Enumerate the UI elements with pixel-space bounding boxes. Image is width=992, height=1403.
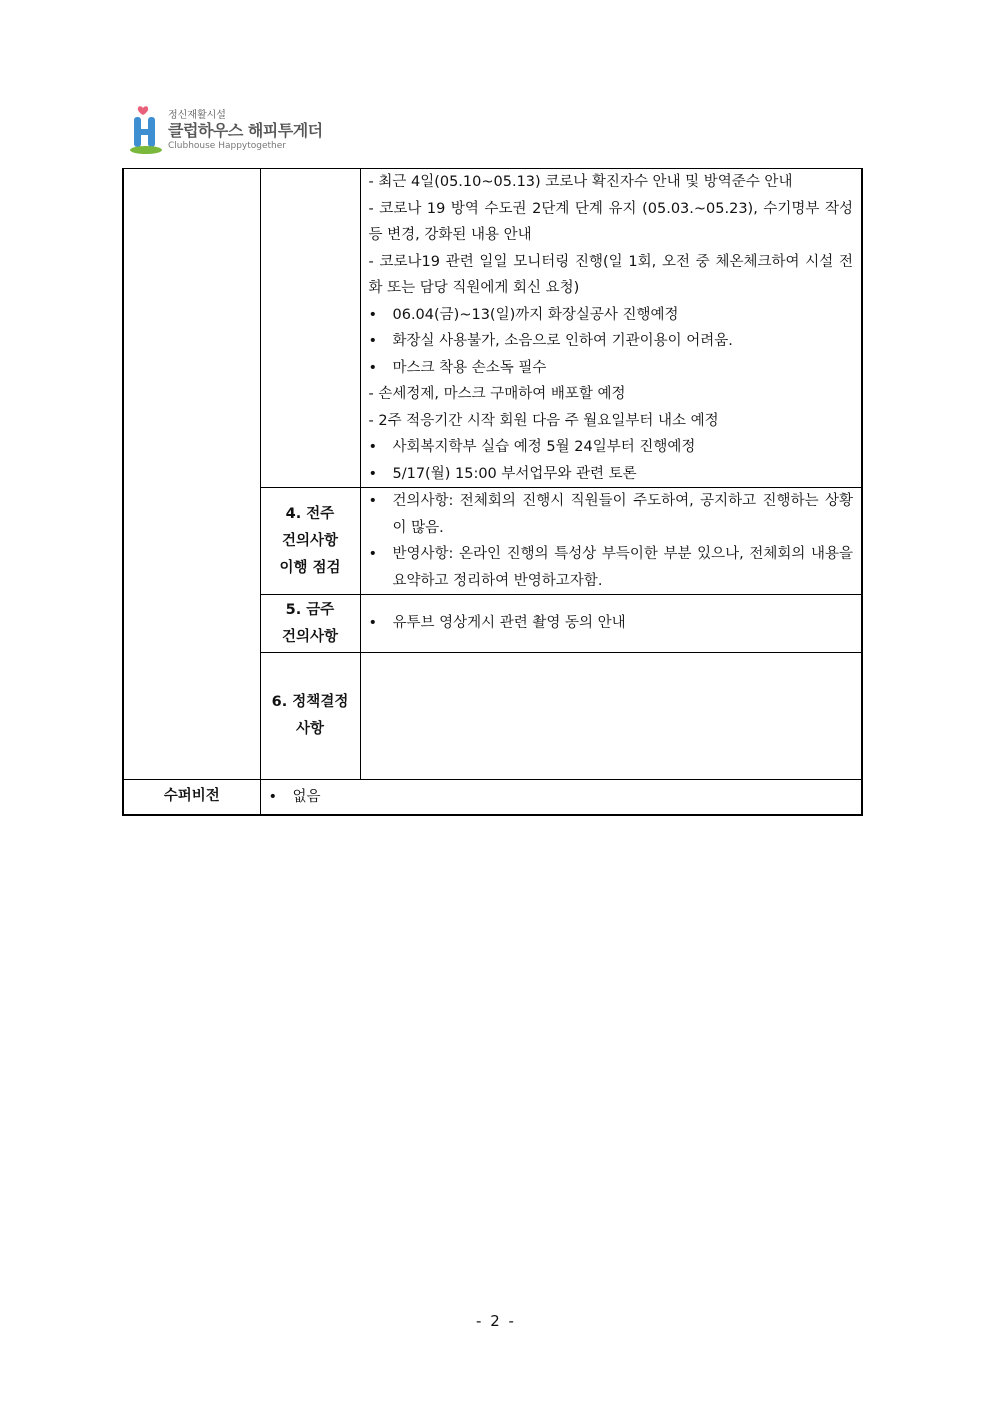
row-label-previous-suggestions <box>260 488 360 595</box>
list-item <box>369 541 854 594</box>
logo-english: Clubhouse Happytogether <box>168 141 286 151</box>
bullet-icon: • <box>268 788 278 805</box>
content-cell-supervision <box>260 780 862 815</box>
list-item-text: 유투브 영상게시 관련 촬영 동의 안내 <box>392 615 626 632</box>
category-cell-empty <box>123 169 260 780</box>
label-line: 4. 전주 <box>285 505 335 522</box>
label-line: 건의사항 <box>281 532 339 549</box>
bullet-icon: • <box>368 333 378 349</box>
list-item <box>369 434 854 461</box>
bullet-icon: • <box>368 546 378 562</box>
label-line: 5. 금주 <box>285 601 335 618</box>
label-line: 사항 <box>295 721 324 737</box>
list-item-text: 5/17(월) 15:00 부서업무와 관련 토론 <box>392 465 637 482</box>
content-line: - 2주 적응기간 시작 회원 다음 주 월요일부터 내소 예정 <box>368 412 719 429</box>
list-item <box>369 610 854 637</box>
table-row <box>123 780 862 815</box>
bullet-icon: • <box>368 615 378 632</box>
logo-subtitle: 정신재활시설 <box>168 110 226 121</box>
bullet-icon: • <box>368 465 378 482</box>
row-label-supervision: 수퍼비전 <box>123 780 260 815</box>
list-item-text: 없음 <box>292 788 321 805</box>
list-item <box>369 355 854 382</box>
label-line: 6. 정책결정 <box>271 694 349 710</box>
bullet-icon: • <box>368 493 378 509</box>
row-label-this-week-suggestions <box>260 595 360 653</box>
list-item-text: 06.04(금)~13(일)까지 화장실공사 진행예정 <box>392 306 679 323</box>
bullet-icon: • <box>368 359 378 376</box>
content-line: - 손세정제, 마스크 구매하여 배포할 예정 <box>368 386 626 402</box>
label-line: 건의사항 <box>281 628 339 645</box>
logo-title: 클럽하우스 해피투게더 <box>168 121 323 140</box>
list-item-text: 건의사항: 전체회의 진행시 직원들이 주도하여, 공지하고 진행하는 상황이 많음. <box>392 493 853 536</box>
bullet-icon: • <box>368 439 378 455</box>
list-item <box>369 488 854 541</box>
content-line: - 코로나19 관련 일일 모니터링 진행(일 1회, 오전 중 체온체크하여 시설 전화 또는 담당 직원에게 회신 요청) <box>368 253 853 296</box>
clubhouse-logo-icon <box>128 104 164 154</box>
content-cell-policy-decisions <box>360 653 862 780</box>
content-cell-this-week-suggestions <box>360 595 862 653</box>
list-item <box>269 784 854 811</box>
list-item-text: 사회복지학부 실습 예정 5월 24일부터 진행예정 <box>392 439 696 455</box>
list-item <box>369 302 854 329</box>
list-item <box>369 328 854 355</box>
header-logo <box>128 104 328 156</box>
page-number: - 2 - <box>476 1312 516 1330</box>
meeting-minutes-table <box>122 168 863 816</box>
table-row <box>123 169 862 488</box>
list-item-text: 화장실 사용불가, 소음으로 인하여 기관이용이 어려움. <box>392 333 733 349</box>
content-cell-continued <box>360 169 862 488</box>
list-item-text: 반영사항: 온라인 진행의 특성상 부득이한 부분 있으나, 전체회의 내용을 요약하고 정리하여 반영하고자함. <box>392 546 853 589</box>
content-line: - 코로나 19 방역 수도권 2단계 단계 유지 (05.03.~05.23), 수기명부 작성 등 변경, 강화된 내용 안내 <box>368 200 853 243</box>
row-label-policy-decisions <box>260 653 360 780</box>
list-item <box>369 461 854 488</box>
bullet-icon: • <box>368 306 378 323</box>
list-item-text: 마스크 착용 손소독 필수 <box>392 359 547 376</box>
label-line: 이행 점검 <box>279 559 341 576</box>
content-cell-previous-suggestions <box>360 488 862 595</box>
label-cell-empty <box>260 169 360 488</box>
content-line: - 최근 4일(05.10~05.13) 코로나 확진자수 안내 및 방역준수 안내 <box>368 174 793 190</box>
